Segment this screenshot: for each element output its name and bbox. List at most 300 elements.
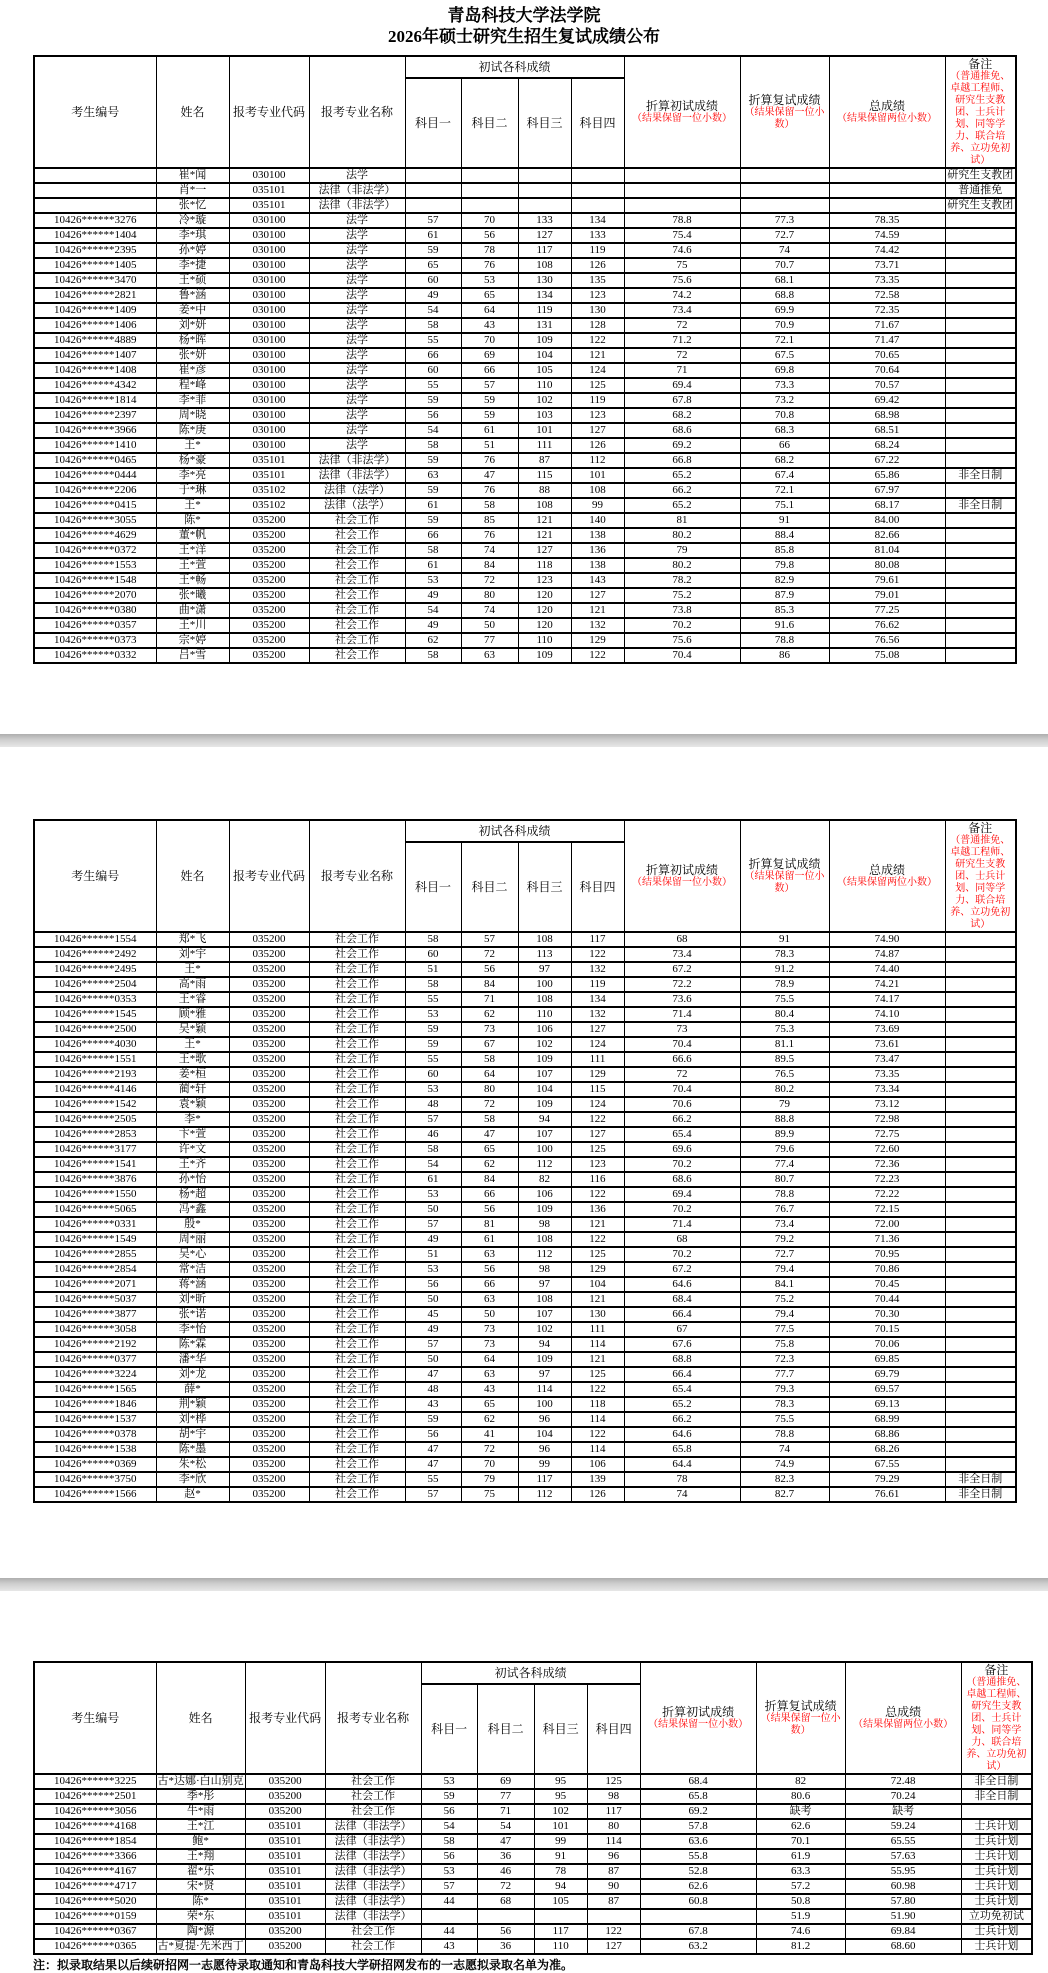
cell-subject-3: 108	[518, 498, 571, 513]
cell-subject-3: 108	[518, 1232, 571, 1247]
cell-remark	[945, 1232, 1016, 1247]
cell-converted-initial: 65.4	[624, 1382, 740, 1397]
cell-subject-2: 61	[461, 1232, 518, 1247]
cell-name: 王*洋	[156, 543, 229, 558]
cell-total: 73.69	[829, 1022, 945, 1037]
cell-subject-3: 112	[518, 1487, 571, 1502]
cell-subject-3: 127	[518, 543, 571, 558]
score-row	[34, 273, 1016, 288]
score-row	[34, 1924, 1032, 1939]
cell-subject-3: 101	[518, 423, 571, 438]
score-row	[34, 303, 1016, 318]
cell-candidate-id: 10426******1406	[34, 318, 156, 333]
cell-major-name: 社会工作	[309, 603, 405, 618]
cell-subject-2: 56	[461, 1262, 518, 1277]
cell-subject-4: 101	[571, 468, 624, 483]
cell-subject-4: 126	[571, 258, 624, 273]
page-break-separator	[0, 1578, 1048, 1591]
cell-converted-retest: 51.9	[756, 1909, 845, 1924]
cell-major-name: 社会工作	[325, 1939, 421, 1954]
cell-converted-initial: 75.6	[624, 273, 740, 288]
cell-total: 72.75	[829, 1127, 945, 1142]
cell-name: 陈*	[156, 513, 229, 528]
col-header-total-note: （结果保留两位小数）	[837, 113, 937, 124]
cell-subject-1: 57	[421, 1879, 477, 1894]
cell-name: 曲*潇	[156, 603, 229, 618]
cell-name: 郑*飞	[156, 932, 229, 947]
cell-subject-1: 56	[405, 408, 461, 423]
cell-remark	[945, 1157, 1016, 1172]
cell-major-code: 030100	[229, 333, 309, 348]
cell-converted-retest: 74	[740, 1442, 829, 1457]
cell-remark	[945, 962, 1016, 977]
score-row	[34, 1292, 1016, 1307]
cell-name: 薛*	[156, 1382, 229, 1397]
score-row	[34, 258, 1016, 273]
cell-total: 71.36	[829, 1232, 945, 1247]
cell-subject-4: 114	[587, 1834, 640, 1849]
cell-major-code: 035200	[229, 1007, 309, 1022]
cell-subject-2: 70	[461, 333, 518, 348]
cell-name: 蒋*涵	[156, 1277, 229, 1292]
cell-subject-1: 66	[405, 528, 461, 543]
cell-remark	[945, 303, 1016, 318]
cell-subject-4: 87	[587, 1864, 640, 1879]
cell-name: 牛*雨	[156, 1804, 245, 1819]
col-header-total-label: 总成绩	[868, 99, 905, 113]
cell-subject-2: 57	[461, 378, 518, 393]
col-header-candidate-id: 考生编号	[34, 1662, 156, 1774]
cell-major-name: 社会工作	[309, 558, 405, 573]
cell-total: 70.86	[829, 1262, 945, 1277]
score-row	[34, 1337, 1016, 1352]
score-row	[34, 648, 1016, 663]
cell-major-code: 030100	[229, 318, 309, 333]
cell-total	[829, 198, 945, 213]
col-header-major-name: 报考专业名称	[325, 1662, 421, 1774]
cell-subject-4: 119	[571, 393, 624, 408]
cell-name: 王*川	[156, 618, 229, 633]
cell-major-name: 法学	[309, 408, 405, 423]
cell-name: 王*歌	[156, 1052, 229, 1067]
cell-subject-3: 109	[518, 1202, 571, 1217]
cell-major-code: 035200	[229, 1172, 309, 1187]
cell-total: 74.90	[829, 932, 945, 947]
cell-subject-3: 99	[534, 1834, 587, 1849]
score-row	[34, 1397, 1016, 1412]
cell-candidate-id: 10426******2070	[34, 588, 156, 603]
cell-subject-1: 58	[405, 648, 461, 663]
col-header-remark-label: 备注	[968, 821, 993, 835]
cell-total: 74.40	[829, 962, 945, 977]
cell-major-code: 035200	[229, 1217, 309, 1232]
cell-major-name: 社会工作	[309, 1472, 405, 1487]
cell-subject-2: 56	[461, 1202, 518, 1217]
col-header-subject-1: 科目一	[405, 842, 461, 932]
cell-remark: 非全日制	[961, 1789, 1032, 1804]
cell-major-name: 社会工作	[309, 1037, 405, 1052]
cell-major-name: 社会工作	[309, 1052, 405, 1067]
cell-major-code: 035200	[229, 1022, 309, 1037]
cell-total: 70.57	[829, 378, 945, 393]
cell-converted-retest: 70.1	[756, 1834, 845, 1849]
cell-converted-initial: 63.2	[640, 1939, 756, 1954]
score-row	[34, 1939, 1032, 1954]
cell-remark	[945, 1382, 1016, 1397]
cell-converted-initial: 70.2	[624, 1247, 740, 1262]
cell-major-code: 035200	[229, 977, 309, 992]
cell-name: 陈*	[156, 1894, 245, 1909]
cell-converted-initial: 70.2	[624, 1157, 740, 1172]
score-row	[34, 363, 1016, 378]
cell-subject-2: 76	[461, 258, 518, 273]
cell-converted-retest	[740, 183, 829, 198]
cell-converted-retest: 72.7	[740, 1247, 829, 1262]
cell-subject-1: 61	[405, 1172, 461, 1187]
cell-subject-2	[461, 198, 518, 213]
cell-candidate-id: 10426******4889	[34, 333, 156, 348]
cell-remark	[961, 1804, 1032, 1819]
cell-converted-retest: 89.5	[740, 1052, 829, 1067]
cell-name: 王*齐	[156, 1157, 229, 1172]
cell-converted-retest: 76.7	[740, 1202, 829, 1217]
cell-candidate-id: 10426******1407	[34, 348, 156, 363]
cell-subject-4: 90	[587, 1879, 640, 1894]
cell-subject-1: 47	[405, 1367, 461, 1382]
cell-name: 陈*墨	[156, 1442, 229, 1457]
cell-converted-initial: 72	[624, 348, 740, 363]
cell-remark	[945, 573, 1016, 588]
cell-subject-4: 119	[571, 977, 624, 992]
cell-subject-3: 118	[518, 558, 571, 573]
cell-total: 74.87	[829, 947, 945, 962]
col-header-converted-initial-note: （结果保留一位小数）	[648, 1719, 749, 1730]
col-header-initial-scores-group: 初试各科成绩	[405, 820, 624, 842]
cell-subject-2: 56	[461, 228, 518, 243]
cell-subject-2: 63	[461, 1367, 518, 1382]
score-row	[34, 1457, 1016, 1472]
score-row	[34, 1834, 1032, 1849]
cell-total: 73.61	[829, 1037, 945, 1052]
cell-candidate-id: 10426******5037	[34, 1292, 156, 1307]
cell-major-name: 社会工作	[309, 1127, 405, 1142]
cell-name: 蔺*轩	[156, 1082, 229, 1097]
cell-total: 68.26	[829, 1442, 945, 1457]
cell-subject-3: 97	[518, 962, 571, 977]
cell-subject-4: 121	[571, 1292, 624, 1307]
score-row	[34, 633, 1016, 648]
cell-major-code: 030100	[229, 423, 309, 438]
col-header-converted-initial	[624, 820, 740, 932]
cell-candidate-id: 10426******1542	[34, 1097, 156, 1112]
cell-converted-retest: 50.8	[756, 1894, 845, 1909]
cell-name: 荣*东	[156, 1909, 245, 1924]
cell-remark	[945, 1412, 1016, 1427]
cell-subject-1: 49	[405, 1322, 461, 1337]
cell-major-name: 法学	[309, 243, 405, 258]
cell-major-name: 社会工作	[309, 947, 405, 962]
cell-major-name: 社会工作	[325, 1789, 421, 1804]
cell-subject-4: 119	[571, 243, 624, 258]
cell-subject-1: 55	[405, 1472, 461, 1487]
cell-subject-4: 123	[571, 408, 624, 423]
cell-converted-initial: 69.2	[640, 1804, 756, 1819]
score-row	[34, 1277, 1016, 1292]
cell-major-name: 社会工作	[309, 1202, 405, 1217]
cell-subject-3: 104	[518, 1427, 571, 1442]
cell-name: 宋*贤	[156, 1879, 245, 1894]
cell-name: 李*菲	[156, 393, 229, 408]
cell-subject-3: 105	[534, 1894, 587, 1909]
score-row	[34, 1172, 1016, 1187]
col-header-name: 姓名	[156, 56, 229, 168]
cell-name: 鲍*	[156, 1834, 245, 1849]
cell-converted-retest: 86	[740, 648, 829, 663]
cell-candidate-id: 10426******1548	[34, 573, 156, 588]
cell-subject-2: 47	[461, 1127, 518, 1142]
cell-candidate-id: 10426******0353	[34, 992, 156, 1007]
cell-remark	[945, 288, 1016, 303]
cell-major-code: 035200	[229, 1382, 309, 1397]
cell-major-name: 法学	[309, 318, 405, 333]
cell-converted-retest: 74.6	[756, 1924, 845, 1939]
cell-remark	[945, 977, 1016, 992]
cell-converted-retest: 85.8	[740, 543, 829, 558]
cell-converted-retest: 79	[740, 1097, 829, 1112]
cell-subject-1: 66	[405, 348, 461, 363]
cell-subject-4: 122	[571, 947, 624, 962]
cell-converted-retest: 91.6	[740, 618, 829, 633]
cell-remark	[945, 1397, 1016, 1412]
cell-major-code: 035200	[229, 1187, 309, 1202]
cell-subject-4: 114	[571, 1412, 624, 1427]
cell-major-code: 035200	[229, 1112, 309, 1127]
cell-subject-1: 50	[405, 1352, 461, 1367]
cell-subject-2: 43	[461, 318, 518, 333]
score-row	[34, 1442, 1016, 1457]
cell-subject-2: 61	[461, 423, 518, 438]
col-header-subject-3: 科目三	[534, 1684, 587, 1774]
cell-subject-1: 49	[405, 1232, 461, 1247]
cell-subject-4: 127	[587, 1939, 640, 1954]
cell-converted-initial: 67.8	[624, 393, 740, 408]
cell-candidate-id: 10426******2495	[34, 962, 156, 977]
cell-converted-initial: 66.2	[624, 1112, 740, 1127]
cell-subject-4: 133	[571, 228, 624, 243]
cell-subject-3: 107	[518, 1127, 571, 1142]
score-row	[34, 1217, 1016, 1232]
cell-subject-3: 133	[518, 213, 571, 228]
cell-converted-initial	[640, 1909, 756, 1924]
cell-subject-2: 47	[461, 468, 518, 483]
cell-subject-4: 108	[571, 483, 624, 498]
cell-subject-1: 59	[405, 1412, 461, 1427]
cell-total: 80.08	[829, 558, 945, 573]
cell-major-code: 035200	[229, 1247, 309, 1262]
cell-major-name: 社会工作	[309, 1382, 405, 1397]
cell-major-code: 030100	[229, 438, 309, 453]
cell-subject-3: 94	[518, 1337, 571, 1352]
cell-subject-3: 115	[518, 468, 571, 483]
cell-major-name: 社会工作	[309, 1157, 405, 1172]
cell-remark: 非全日制	[945, 1472, 1016, 1487]
cell-candidate-id: 10426******1846	[34, 1397, 156, 1412]
cell-subject-3: 131	[518, 318, 571, 333]
cell-converted-retest: 57.2	[756, 1879, 845, 1894]
col-header-subject-2: 科目二	[477, 1684, 534, 1774]
cell-remark	[945, 1247, 1016, 1262]
cell-total: 51.90	[845, 1909, 961, 1924]
cell-subject-2: 43	[461, 1382, 518, 1397]
cell-remark	[945, 1262, 1016, 1277]
cell-total: 78.35	[829, 213, 945, 228]
cell-name: 吴*颖	[156, 1022, 229, 1037]
cell-subject-3: 130	[518, 273, 571, 288]
cell-subject-1: 59	[405, 393, 461, 408]
cell-subject-2: 70	[461, 213, 518, 228]
cell-major-name: 法律（非法学）	[309, 468, 405, 483]
cell-major-name: 社会工作	[309, 1397, 405, 1412]
cell-major-name: 社会工作	[309, 618, 405, 633]
cell-major-code: 030100	[229, 273, 309, 288]
cell-converted-initial: 65.2	[624, 1397, 740, 1412]
cell-major-code: 035200	[229, 1232, 309, 1247]
cell-converted-retest: 67.5	[740, 348, 829, 363]
cell-converted-initial: 71.4	[624, 1007, 740, 1022]
cell-subject-3	[518, 198, 571, 213]
cell-converted-initial: 73	[624, 1022, 740, 1037]
col-header-major-name: 报考专业名称	[309, 56, 405, 168]
cell-converted-retest: 78.8	[740, 633, 829, 648]
cell-name: 杨*豪	[156, 453, 229, 468]
cell-subject-3: 100	[518, 1142, 571, 1157]
cell-candidate-id: 10426******1549	[34, 1232, 156, 1247]
cell-major-name: 社会工作	[309, 1082, 405, 1097]
cell-total: 69.84	[845, 1924, 961, 1939]
cell-name: 顾*雅	[156, 1007, 229, 1022]
cell-candidate-id: 10426******2855	[34, 1247, 156, 1262]
cell-subject-1: 48	[405, 1097, 461, 1112]
score-row	[34, 1879, 1032, 1894]
cell-subject-1	[405, 198, 461, 213]
score-row	[34, 1037, 1016, 1052]
cell-candidate-id: 10426******1545	[34, 1007, 156, 1022]
cell-total: 70.65	[829, 348, 945, 363]
cell-subject-4: 121	[571, 603, 624, 618]
cell-converted-retest: 75.8	[740, 1337, 829, 1352]
col-header-converted-retest-note: （结果保留一位小数）	[744, 871, 825, 894]
cell-subject-2: 69	[461, 348, 518, 363]
col-header-remark-note: （普通推免、卓越工程师、研究生支教团、士兵计划、同等学力、联合培养、立功免初试）	[950, 71, 1011, 166]
cell-major-name: 法学	[309, 348, 405, 363]
score-row	[34, 1247, 1016, 1262]
cell-subject-3: 82	[518, 1172, 571, 1187]
cell-converted-initial: 74.6	[624, 243, 740, 258]
cell-name: 王*	[156, 962, 229, 977]
cell-converted-initial: 73.4	[624, 303, 740, 318]
cell-major-name: 法学	[309, 393, 405, 408]
cell-major-name: 社会工作	[309, 633, 405, 648]
cell-major-name: 社会工作	[325, 1774, 421, 1789]
cell-subject-2: 63	[461, 1247, 518, 1262]
cell-total: 70.06	[829, 1337, 945, 1352]
cell-converted-retest: 88.8	[740, 1112, 829, 1127]
cell-total: 70.44	[829, 1292, 945, 1307]
score-table-page-1	[33, 55, 1048, 664]
cell-major-name: 法学	[309, 273, 405, 288]
cell-candidate-id: 10426******2853	[34, 1127, 156, 1142]
cell-total: 74.42	[829, 243, 945, 258]
cell-major-name: 社会工作	[309, 1427, 405, 1442]
cell-name: 刘*妍	[156, 318, 229, 333]
cell-converted-initial: 64.6	[624, 1277, 740, 1292]
cell-major-code: 035101	[245, 1849, 325, 1864]
cell-major-name: 法律（非法学）	[309, 183, 405, 198]
cell-subject-2: 72	[461, 1097, 518, 1112]
cell-subject-2: 80	[461, 588, 518, 603]
cell-converted-initial: 65.2	[624, 468, 740, 483]
cell-name: 于*琳	[156, 483, 229, 498]
cell-candidate-id: 10426******1537	[34, 1412, 156, 1427]
score-row	[34, 438, 1016, 453]
cell-remark	[945, 1352, 1016, 1367]
score-row	[34, 932, 1016, 947]
cell-total: 74.59	[829, 228, 945, 243]
col-header-converted-retest	[740, 56, 829, 168]
col-header-candidate-id: 考生编号	[34, 56, 156, 168]
cell-converted-initial: 66.4	[624, 1307, 740, 1322]
cell-major-code: 035200	[229, 633, 309, 648]
cell-subject-2: 64	[461, 1067, 518, 1082]
cell-subject-4: 124	[571, 1097, 624, 1112]
col-header-subject-1: 科目一	[405, 78, 461, 168]
cell-total: 68.17	[829, 498, 945, 513]
cell-converted-retest: 63.3	[756, 1864, 845, 1879]
cell-major-code: 035101	[229, 198, 309, 213]
cell-total: 73.47	[829, 1052, 945, 1067]
cell-total: 68.86	[829, 1427, 945, 1442]
cell-remark	[945, 633, 1016, 648]
cell-candidate-id: 10426******4629	[34, 528, 156, 543]
cell-converted-retest: 66	[740, 438, 829, 453]
cell-subject-4: 122	[571, 1232, 624, 1247]
cell-total: 68.98	[829, 408, 945, 423]
score-row	[34, 1052, 1016, 1067]
cell-candidate-id: 10426******3966	[34, 423, 156, 438]
score-row	[34, 243, 1016, 258]
cell-remark	[945, 932, 1016, 947]
cell-converted-initial: 75	[624, 258, 740, 273]
cell-major-name: 法学	[309, 258, 405, 273]
cell-remark	[945, 1277, 1016, 1292]
cell-major-name: 社会工作	[309, 1022, 405, 1037]
cell-subject-4: 132	[571, 1007, 624, 1022]
cell-subject-1: 59	[421, 1789, 477, 1804]
cell-candidate-id: 10426******0372	[34, 543, 156, 558]
cell-name: 李*捷	[156, 258, 229, 273]
cell-converted-retest: 81.2	[756, 1939, 845, 1954]
cell-subject-3: 102	[518, 393, 571, 408]
cell-major-code: 035102	[229, 498, 309, 513]
cell-converted-retest: 77.5	[740, 1322, 829, 1337]
cell-candidate-id: 10426******3470	[34, 273, 156, 288]
cell-converted-initial: 67.8	[640, 1924, 756, 1939]
cell-major-code: 035200	[229, 1277, 309, 1292]
cell-candidate-id: 10426******5065	[34, 1202, 156, 1217]
score-row	[34, 1819, 1032, 1834]
cell-converted-initial: 65.2	[624, 498, 740, 513]
cell-remark	[945, 1217, 1016, 1232]
